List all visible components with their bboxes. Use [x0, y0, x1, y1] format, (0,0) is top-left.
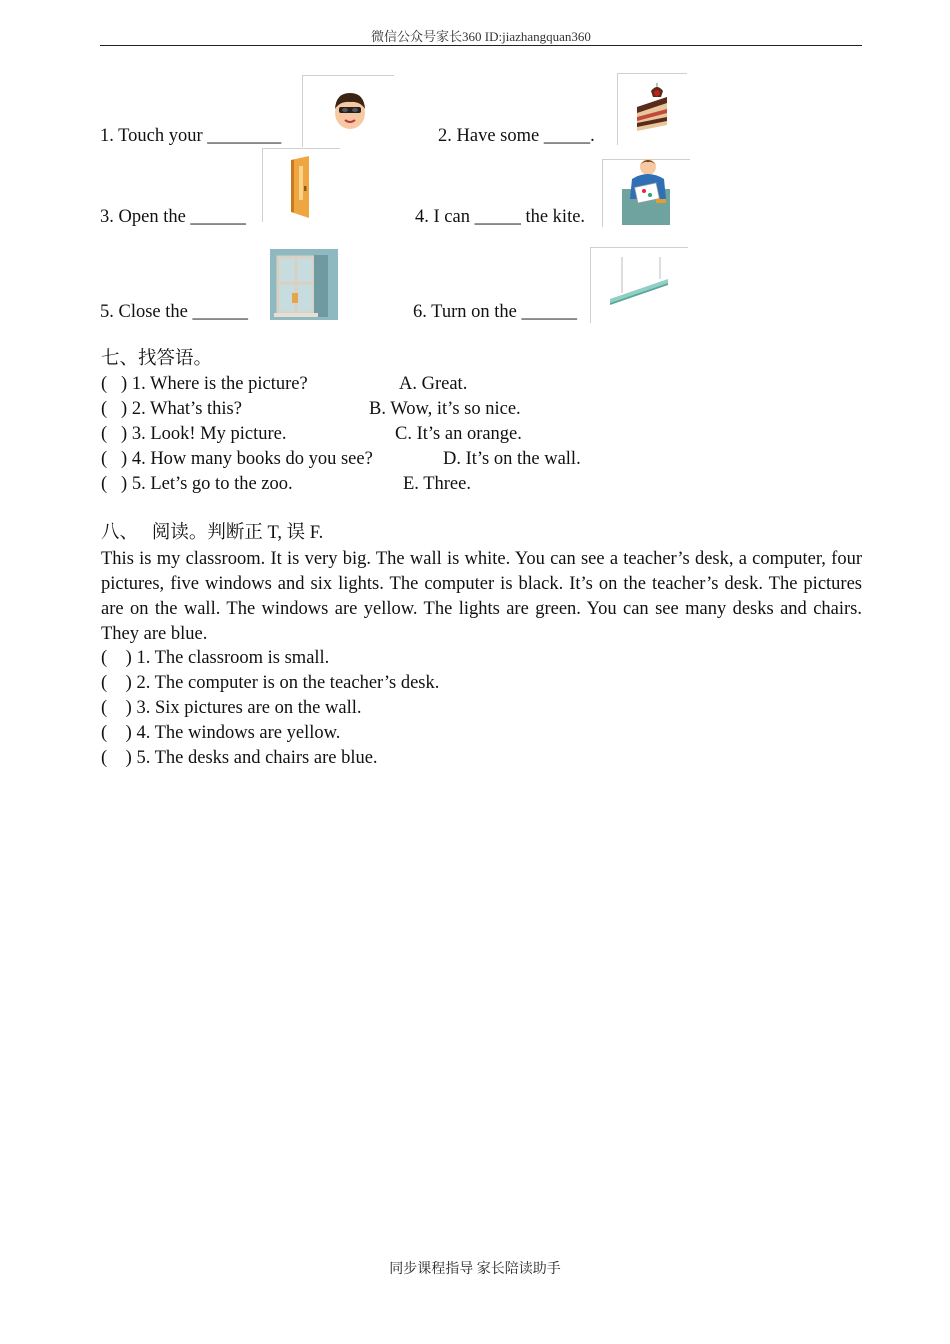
- section8-statement-5: ( ) 5. The desks and chairs are blue.: [101, 748, 378, 768]
- picture-question-6: 6. Turn on the ______: [413, 302, 577, 322]
- section8-statement-3: ( ) 3. Six pictures are on the wall.: [101, 698, 362, 718]
- door-icon: [289, 156, 311, 218]
- section7-question-5: ( ) 5. Let’s go to the zoo.: [101, 474, 293, 494]
- picture-question-4: 4. I can _____ the kite.: [415, 207, 586, 227]
- picture-question-1: 1. Touch your ________: [100, 126, 282, 146]
- section7-answer-c: C. It’s an orange.: [395, 424, 522, 444]
- section7-question-3: ( ) 3. Look! My picture.: [101, 424, 287, 444]
- cake-icon: [633, 81, 673, 133]
- reading-passage: This is my classroom. It is very big. The wall is white. You can see a teacher’s desk, a computer, four pictures, five windows and six lights. The computer is black. It’s on the teacher’s desk. The pictures are on the wall. The windows are yellow. The lights are green. You can see many desks and chairs. They are blue.: [101, 549, 862, 644]
- boy-drawing-icon: [622, 159, 672, 225]
- picture-question-2: 2. Have some _____.: [438, 126, 595, 146]
- cake-image: [617, 73, 687, 145]
- section8-statement-2: ( ) 2. The computer is on the teacher’s desk.: [101, 673, 440, 693]
- section7-answer-e: E. Three.: [403, 474, 471, 494]
- section8-statement-1: ( ) 1. The classroom is small.: [101, 648, 330, 668]
- face-image: [302, 75, 394, 147]
- boy-drawing-image: [602, 159, 690, 227]
- section7-question-1: ( ) 1. Where is the picture?: [101, 374, 308, 394]
- face-icon: [330, 89, 370, 133]
- page-header: 微信公众号家长360 ID:jiazhangquan360: [371, 29, 591, 44]
- light-icon: [608, 257, 670, 305]
- page-footer: 同步课程指导 家长陪读助手: [389, 1262, 561, 1277]
- section7-answer-a: A. Great.: [399, 374, 468, 394]
- section8-title: 八、 阅读。判断正 T, 误 F.: [101, 523, 324, 543]
- light-image: [590, 247, 688, 323]
- header-rule: [100, 45, 862, 46]
- window-icon: [270, 249, 338, 320]
- section7-answer-d: D. It’s on the wall.: [443, 449, 581, 469]
- picture-question-3: 3. Open the ______: [100, 207, 246, 227]
- section7-title: 七、找答语。: [101, 349, 213, 369]
- section7-answer-b: B. Wow, it’s so nice.: [369, 399, 521, 419]
- window-image: [270, 249, 338, 320]
- section7-question-2: ( ) 2. What’s this?: [101, 399, 242, 419]
- section8-statement-4: ( ) 4. The windows are yellow.: [101, 723, 341, 743]
- picture-question-5: 5. Close the ______: [100, 302, 248, 322]
- section7-question-4: ( ) 4. How many books do you see?: [101, 449, 373, 469]
- door-image: [262, 148, 340, 222]
